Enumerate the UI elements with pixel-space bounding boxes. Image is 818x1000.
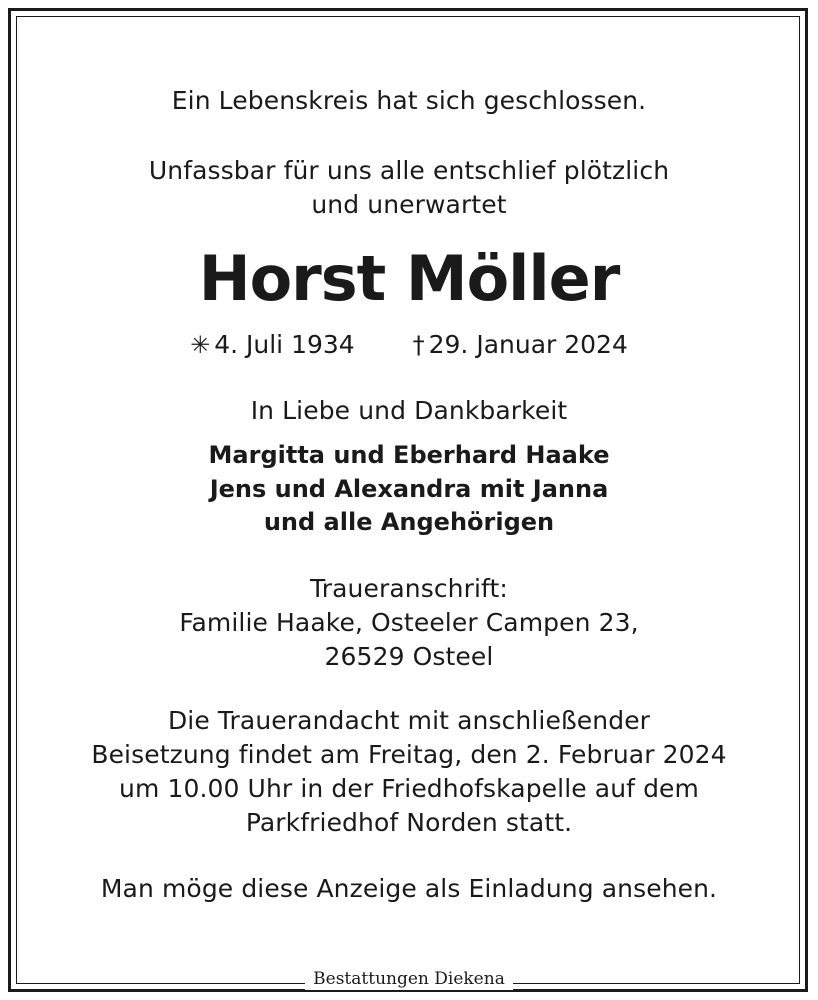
mourner-line-1: Margitta und Eberhard Haake — [208, 441, 610, 469]
intro-line: Ein Lebenskreis hat sich geschlossen. — [171, 86, 647, 115]
service-line-2: Beisetzung findet am Freitag, den 2. Februar 2024 — [91, 740, 727, 769]
death-cross-icon: † — [412, 331, 425, 359]
death-date: 29. Januar 2024 — [428, 330, 628, 359]
address-line-1: Traueranschrift: — [310, 574, 508, 603]
service-line-1: Die Trauerandacht mit anschließender — [167, 706, 651, 735]
address-line-3: 26529 Osteel — [324, 642, 494, 671]
closing-line: Man möge diese Anzeige als Einladung ansehen. — [100, 874, 718, 903]
announcement-line-2: und unerwartet — [311, 190, 507, 219]
funeral-home-name: Bestattungen Diekena — [305, 968, 513, 990]
life-dates — [24, 330, 794, 359]
dedication-line: In Liebe und Dankbarkeit — [250, 396, 568, 425]
birth-date: 4. Juli 1934 — [214, 330, 355, 359]
address-line-2: Familie Haake, Osteeler Campen 23, — [179, 608, 639, 637]
funeral-home-footer — [0, 968, 818, 990]
birth-star-icon: ✳ — [190, 331, 211, 359]
mourner-line-3: und alle Angehörigen — [263, 508, 555, 536]
service-line-4: Parkfriedhof Norden statt. — [245, 808, 573, 837]
service-line-3: um 10.00 Uhr in der Friedhofskapelle auf dem — [119, 774, 699, 803]
announcement-line-1: Unfassbar für uns alle entschlief plötzlich — [148, 156, 670, 185]
mourner-line-2: Jens und Alexandra mit Janna — [209, 475, 609, 503]
deceased-name: Horst Möller — [198, 242, 620, 315]
